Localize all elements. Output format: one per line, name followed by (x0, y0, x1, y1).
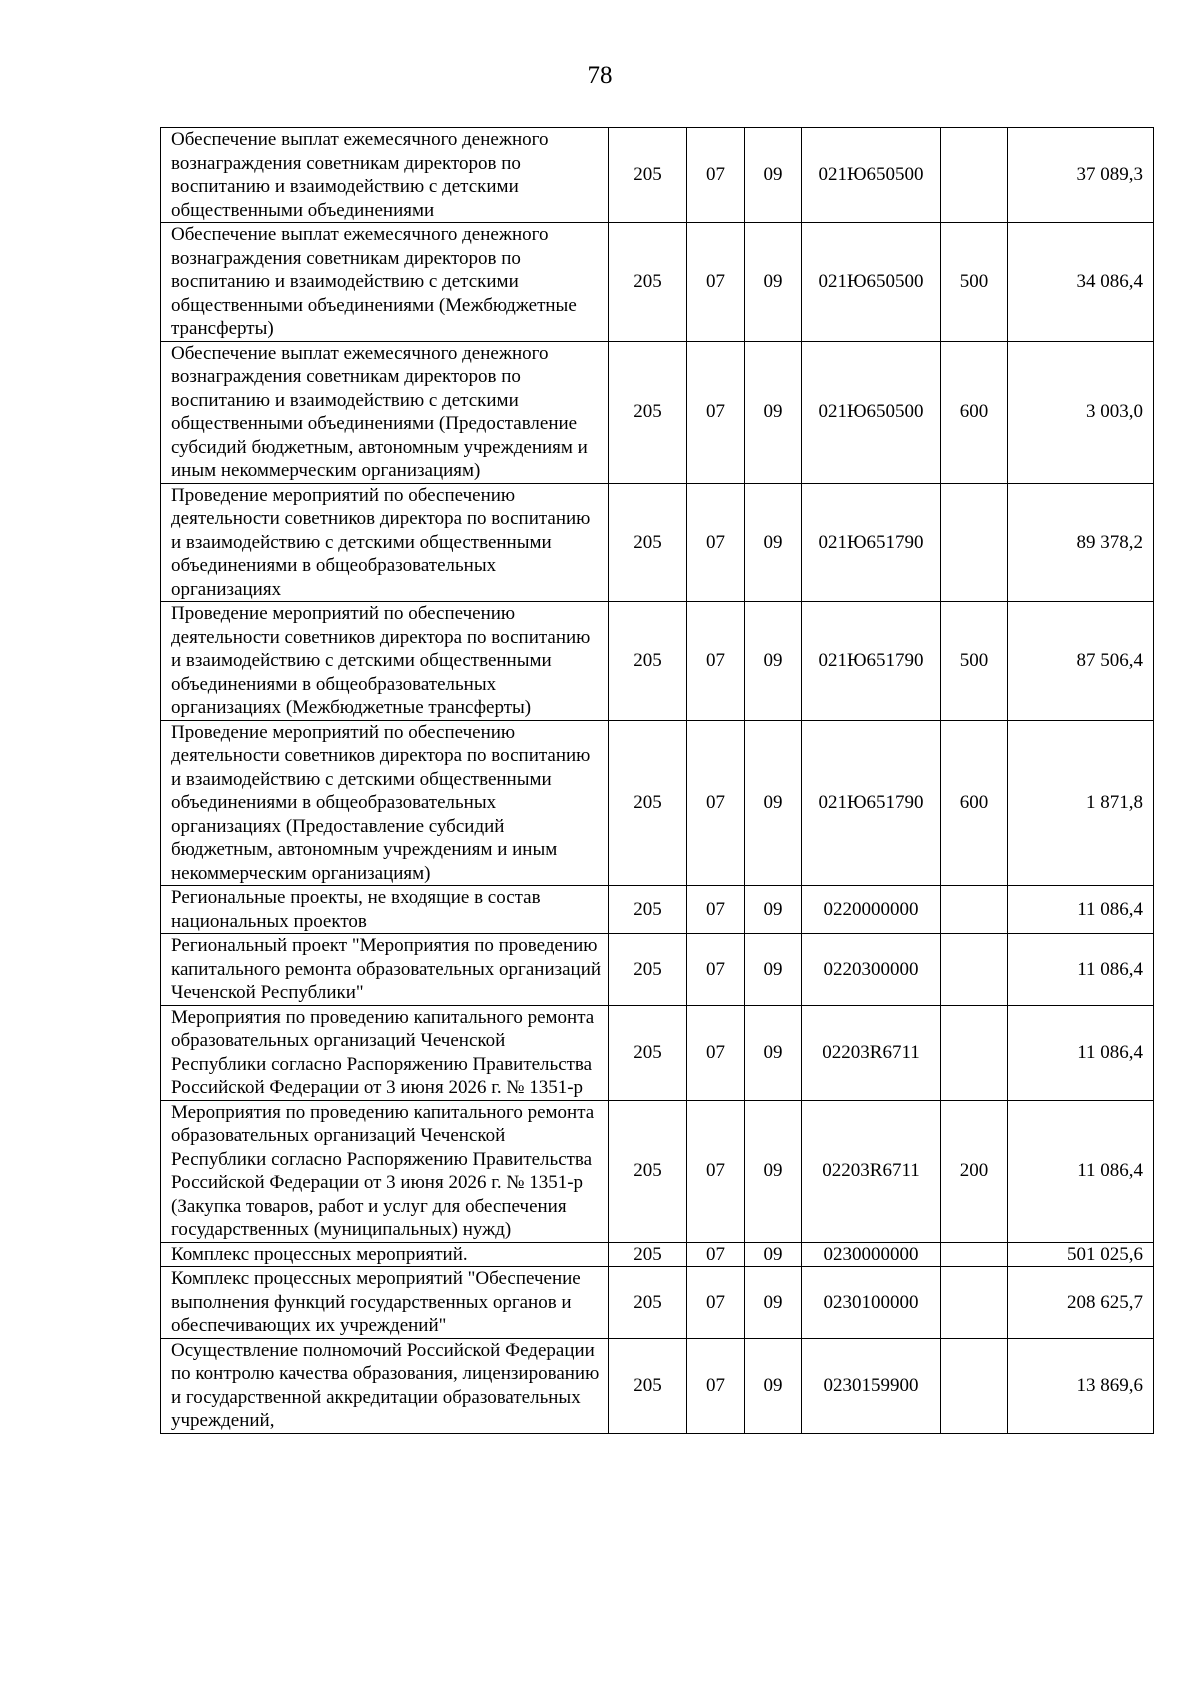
table-row (161, 886, 1154, 934)
row-name-cell: Проведение мероприятий по обеспечению деятельности советников директора по воспитанию и взаимодействию с детскими общественными объединениями в общеобразовательных организациях (161, 483, 609, 602)
section-code-cell: 07 (687, 1267, 745, 1339)
subsection-code-cell: 09 (745, 1267, 802, 1339)
expense-type-cell: 600 (941, 341, 1008, 483)
target-article-cell: 02203R6711 (802, 1005, 941, 1100)
target-article-cell: 021Ю650500 (802, 128, 941, 223)
amount-cell: 11 086,4 (1008, 1100, 1154, 1242)
subsection-code-cell: 09 (745, 1242, 802, 1267)
amount-cell: 34 086,4 (1008, 223, 1154, 342)
subsection-code-cell: 09 (745, 602, 802, 721)
target-article-cell: 0230000000 (802, 1242, 941, 1267)
subsection-code-cell: 09 (745, 720, 802, 886)
section-code-cell: 07 (687, 1100, 745, 1242)
target-article-cell: 0230159900 (802, 1338, 941, 1433)
section-code-cell: 07 (687, 934, 745, 1006)
ministry-code-cell: 205 (609, 223, 687, 342)
ministry-code-cell: 205 (609, 341, 687, 483)
page-number: 78 (587, 62, 613, 89)
table-row (161, 720, 1154, 886)
table-row (161, 341, 1154, 483)
row-name-cell: Осуществление полномочий Российской Федерации по контролю качества образования, лицензированию и государственной аккредитации образовательных учреждений, (161, 1338, 609, 1433)
amount-cell: 11 086,4 (1008, 886, 1154, 934)
section-code-cell: 07 (687, 720, 745, 886)
subsection-code-cell: 09 (745, 128, 802, 223)
table-row (161, 483, 1154, 602)
table-row (161, 1267, 1154, 1339)
table-row (161, 128, 1154, 223)
ministry-code-cell: 205 (609, 1100, 687, 1242)
target-article-cell: 0230100000 (802, 1267, 941, 1339)
budget-table-body (161, 128, 1154, 1434)
expense-type-cell: 500 (941, 223, 1008, 342)
target-article-cell: 021Ю651790 (802, 483, 941, 602)
row-name-cell: Обеспечение выплат ежемесячного денежного вознаграждения советникам директоров по воспитанию и взаимодействию с детскими общественными объединениями (Предоставление субсидий бюджетным, автономным учреждениям и иным некоммерческим организациям) (161, 341, 609, 483)
expense-type-cell (941, 1242, 1008, 1267)
row-name-cell: Проведение мероприятий по обеспечению деятельности советников директора по воспитанию и взаимодействию с детскими общественными объединениями в общеобразовательных организациях (Предоставление субсидий бюджетным, автономным учреждениям и иным некоммерческим организациям) (161, 720, 609, 886)
subsection-code-cell: 09 (745, 1005, 802, 1100)
target-article-cell: 021Ю651790 (802, 602, 941, 721)
target-article-cell: 021Ю651790 (802, 720, 941, 886)
amount-cell: 3 003,0 (1008, 341, 1154, 483)
ministry-code-cell: 205 (609, 602, 687, 721)
row-name-cell: Региональный проект "Мероприятия по проведению капитального ремонта образовательных организаций Чеченской Республики" (161, 934, 609, 1006)
section-code-cell: 07 (687, 128, 745, 223)
table-row (161, 1338, 1154, 1433)
amount-cell: 89 378,2 (1008, 483, 1154, 602)
section-code-cell: 07 (687, 1338, 745, 1433)
expense-type-cell (941, 1267, 1008, 1339)
section-code-cell: 07 (687, 223, 745, 342)
subsection-code-cell: 09 (745, 1100, 802, 1242)
row-name-cell: Обеспечение выплат ежемесячного денежного вознаграждения советникам директоров по воспитанию и взаимодействию с детскими общественными объединениями (Межбюджетные трансферты) (161, 223, 609, 342)
section-code-cell: 07 (687, 886, 745, 934)
budget-table (160, 127, 1154, 1434)
expense-type-cell: 500 (941, 602, 1008, 721)
amount-cell: 37 089,3 (1008, 128, 1154, 223)
target-article-cell: 021Ю650500 (802, 223, 941, 342)
ministry-code-cell: 205 (609, 1242, 687, 1267)
expense-type-cell (941, 1338, 1008, 1433)
subsection-code-cell: 09 (745, 341, 802, 483)
expense-type-cell (941, 934, 1008, 1006)
table-row (161, 223, 1154, 342)
expense-type-cell: 600 (941, 720, 1008, 886)
ministry-code-cell: 205 (609, 720, 687, 886)
row-name-cell: Мероприятия по проведению капитального ремонта образовательных организаций Чеченской Республики согласно Распоряжению Правительства Российской Федерации от 3 июня 2026 г. № 1351-р (161, 1005, 609, 1100)
amount-cell: 11 086,4 (1008, 934, 1154, 1006)
expense-type-cell (941, 1005, 1008, 1100)
section-code-cell: 07 (687, 1242, 745, 1267)
subsection-code-cell: 09 (745, 483, 802, 602)
target-article-cell: 0220300000 (802, 934, 941, 1006)
target-article-cell: 0220000000 (802, 886, 941, 934)
table-row (161, 602, 1154, 721)
row-name-cell: Комплекс процессных мероприятий "Обеспечение выполнения функций государственных органов и обеспечивающих их учреждений" (161, 1267, 609, 1339)
target-article-cell: 02203R6711 (802, 1100, 941, 1242)
row-name-cell: Комплекс процессных мероприятий. (161, 1242, 609, 1267)
amount-cell: 501 025,6 (1008, 1242, 1154, 1267)
amount-cell: 208 625,7 (1008, 1267, 1154, 1339)
expense-type-cell (941, 483, 1008, 602)
expense-type-cell (941, 128, 1008, 223)
row-name-cell: Региональные проекты, не входящие в состав национальных проектов (161, 886, 609, 934)
target-article-cell: 021Ю650500 (802, 341, 941, 483)
row-name-cell: Проведение мероприятий по обеспечению деятельности советников директора по воспитанию и взаимодействию с детскими общественными объединениями в общеобразовательных организациях (Межбюджетные трансферты) (161, 602, 609, 721)
ministry-code-cell: 205 (609, 1338, 687, 1433)
row-name-cell: Мероприятия по проведению капитального ремонта образовательных организаций Чеченской Республики согласно Распоряжению Правительства Российской Федерации от 3 июня 2026 г. № 1351-р (Закупка товаров, работ и услуг для обеспечения государственных (муниципальных) нужд) (161, 1100, 609, 1242)
section-code-cell: 07 (687, 1005, 745, 1100)
table-row (161, 1005, 1154, 1100)
subsection-code-cell: 09 (745, 223, 802, 342)
expense-type-cell: 200 (941, 1100, 1008, 1242)
section-code-cell: 07 (687, 483, 745, 602)
amount-cell: 13 869,6 (1008, 1338, 1154, 1433)
amount-cell: 87 506,4 (1008, 602, 1154, 721)
section-code-cell: 07 (687, 602, 745, 721)
table-row (161, 1100, 1154, 1242)
ministry-code-cell: 205 (609, 1005, 687, 1100)
table-row (161, 1242, 1154, 1267)
table-row (161, 934, 1154, 1006)
row-name-cell: Обеспечение выплат ежемесячного денежного вознаграждения советникам директоров по воспитанию и взаимодействию с детскими общественными объединениями (161, 128, 609, 223)
subsection-code-cell: 09 (745, 1338, 802, 1433)
ministry-code-cell: 205 (609, 1267, 687, 1339)
section-code-cell: 07 (687, 341, 745, 483)
ministry-code-cell: 205 (609, 934, 687, 1006)
expense-type-cell (941, 886, 1008, 934)
ministry-code-cell: 205 (609, 483, 687, 602)
amount-cell: 11 086,4 (1008, 1005, 1154, 1100)
amount-cell: 1 871,8 (1008, 720, 1154, 886)
ministry-code-cell: 205 (609, 128, 687, 223)
ministry-code-cell: 205 (609, 886, 687, 934)
subsection-code-cell: 09 (745, 886, 802, 934)
subsection-code-cell: 09 (745, 934, 802, 1006)
